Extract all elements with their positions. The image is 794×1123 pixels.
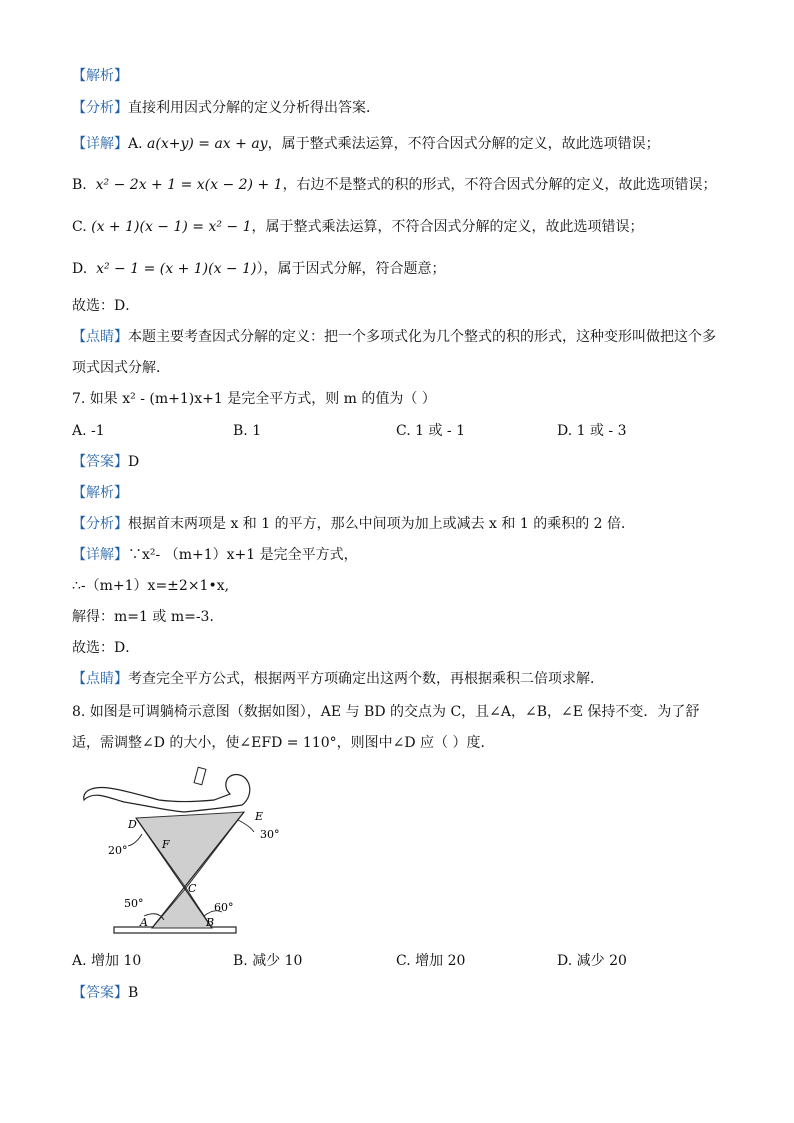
q7-answer-line: [72, 452, 734, 472]
q6-choice: 故选：D．: [72, 298, 140, 314]
q7-xiangjie-text: ∵x²- （m+1）x+1 是完全平方式，: [128, 547, 358, 563]
label-b: B: [206, 916, 215, 929]
q7-fenxi-line: [72, 514, 734, 534]
q6-d-math: x² − 1 = (x + 1)(x − 1): [96, 261, 257, 277]
q6-jiexi-heading: [72, 66, 734, 86]
q6-a-math: a(x+y) = ax + ay: [147, 136, 268, 152]
q6-fenxi-text: 直接利用因式分解的定义分析得出答案．: [128, 100, 380, 116]
fenxi-tag: 【分析】: [72, 100, 128, 116]
arc-d: [128, 834, 142, 846]
q6-b-text: ，右边不是整式的积的形式，不符合因式分解的定义，故此选项错误；: [282, 177, 717, 193]
label-f: F: [162, 838, 170, 851]
q6-option-a-line: [72, 134, 734, 154]
q8-option-b: B. 减少 10: [233, 953, 303, 969]
q7-option-a: A. ‐1: [72, 423, 105, 439]
angle-a-label: 50°: [124, 897, 144, 910]
daan-tag: 【答案】: [72, 454, 128, 470]
angle-d-label: 20°: [108, 844, 128, 857]
q7-step-2: 解得：m=1 或 m=-3．: [72, 609, 224, 625]
label-c: C: [188, 882, 197, 895]
q6-b-math: x² − 2x + 1 = x(x − 2) + 1: [95, 177, 283, 193]
q7-dianjing-text: 考查完全平方公式，根据两平方项确定出这两个数，再根据乘积二倍项求解．: [128, 671, 604, 687]
fenxi-tag: 【分析】: [72, 516, 128, 532]
q7-answer: D: [128, 454, 140, 470]
q7-choice: 故选：D．: [72, 640, 140, 656]
q6-a-text: ，属于整式乘法运算，不符合因式分解的定义，故此选项错误；: [267, 136, 660, 152]
q8-answer: B: [128, 985, 139, 1001]
q6-option-d-line: [72, 259, 734, 279]
leg-triangle: [152, 888, 215, 929]
jiexi-tag: 【解析】: [72, 68, 128, 84]
q6-dianjing-line-1: [72, 327, 734, 347]
q6-c-text: ，属于整式乘法运算，不符合因式分解的定义，故此选项错误；: [251, 219, 644, 235]
q6-option-c-line: [72, 217, 734, 237]
q8-option-c: C. 增加 20: [396, 953, 466, 969]
angle-b-label: 60°: [214, 901, 234, 914]
recliner-figure: [64, 760, 280, 940]
q7-dianjing-line: [72, 669, 734, 689]
phone-icon: [194, 767, 206, 785]
q7-step-1: ∴-（m+1）x=±2×1•x,: [72, 578, 230, 594]
q6-a-prefix: A.: [128, 136, 143, 152]
q6-d-text: ），属于因式分解，符合题意；: [256, 261, 446, 277]
q6-dianjing-line-2: 项式因式分解．: [72, 360, 170, 376]
xiangjie-tag: 【详解】: [72, 547, 128, 563]
person-body: [84, 775, 250, 812]
label-e: E: [255, 810, 264, 823]
q8-answer-line: [72, 983, 734, 1003]
q8-option-d: D. 减少 20: [557, 953, 627, 969]
q7-jiexi-heading: [72, 483, 734, 503]
q7-option-b: B. 1: [233, 423, 262, 439]
q7-question: 7. 如果 x² - (m+1)x+1 是完全平方式，则 m 的值为（ ）: [72, 391, 436, 407]
dianjing-tag: 【点睛】: [72, 671, 128, 687]
angle-e-label: 30°: [260, 828, 280, 841]
label-a: A: [140, 916, 148, 929]
daan-tag: 【答案】: [72, 985, 128, 1001]
q7-xiangjie-line: [72, 545, 734, 565]
q8-question-line-1: 8. 如图是可调躺椅示意图（数据如图），AE 与 BD 的交点为 C，且∠A，∠B，∠E 保持不变．为了舒: [72, 704, 700, 720]
q7-option-d: D. 1 或 ‐ 3: [557, 423, 627, 439]
q6-c-math: (x + 1)(x − 1) = x² − 1: [91, 219, 252, 235]
q6-fenxi-line: [72, 98, 734, 118]
q8-option-a: A. 增加 10: [72, 953, 142, 969]
q6-option-b-line: [72, 175, 734, 195]
q7-fenxi-text: 根据首末两项是 x 和 1 的平方，那么中间项为加上或减去 x 和 1 的乘积的 2 倍．: [128, 516, 636, 532]
q7-option-c: C. 1 或 ‐ 1: [396, 423, 466, 439]
dianjing-tag: 【点睛】: [72, 329, 128, 345]
q8-question-line-2: 适，需调整∠D 的大小，使∠EFD = 110°，则图中∠D 应（ ）度．: [72, 735, 495, 751]
q6-b-prefix: B.: [72, 177, 87, 193]
xiangjie-tag: 【详解】: [72, 136, 128, 152]
q6-c-prefix: C.: [72, 219, 87, 235]
q6-d-prefix: D.: [72, 261, 88, 277]
seat-triangle: [136, 812, 244, 888]
arc-e: [238, 820, 254, 832]
jiexi-tag: 【解析】: [72, 485, 128, 501]
q6-dianjing-text-1: 本题主要考查因式分解的定义：把一个多项式化为几个整式的积的形式，这种变形叫做把这个多: [128, 329, 716, 345]
label-d: D: [128, 818, 137, 831]
